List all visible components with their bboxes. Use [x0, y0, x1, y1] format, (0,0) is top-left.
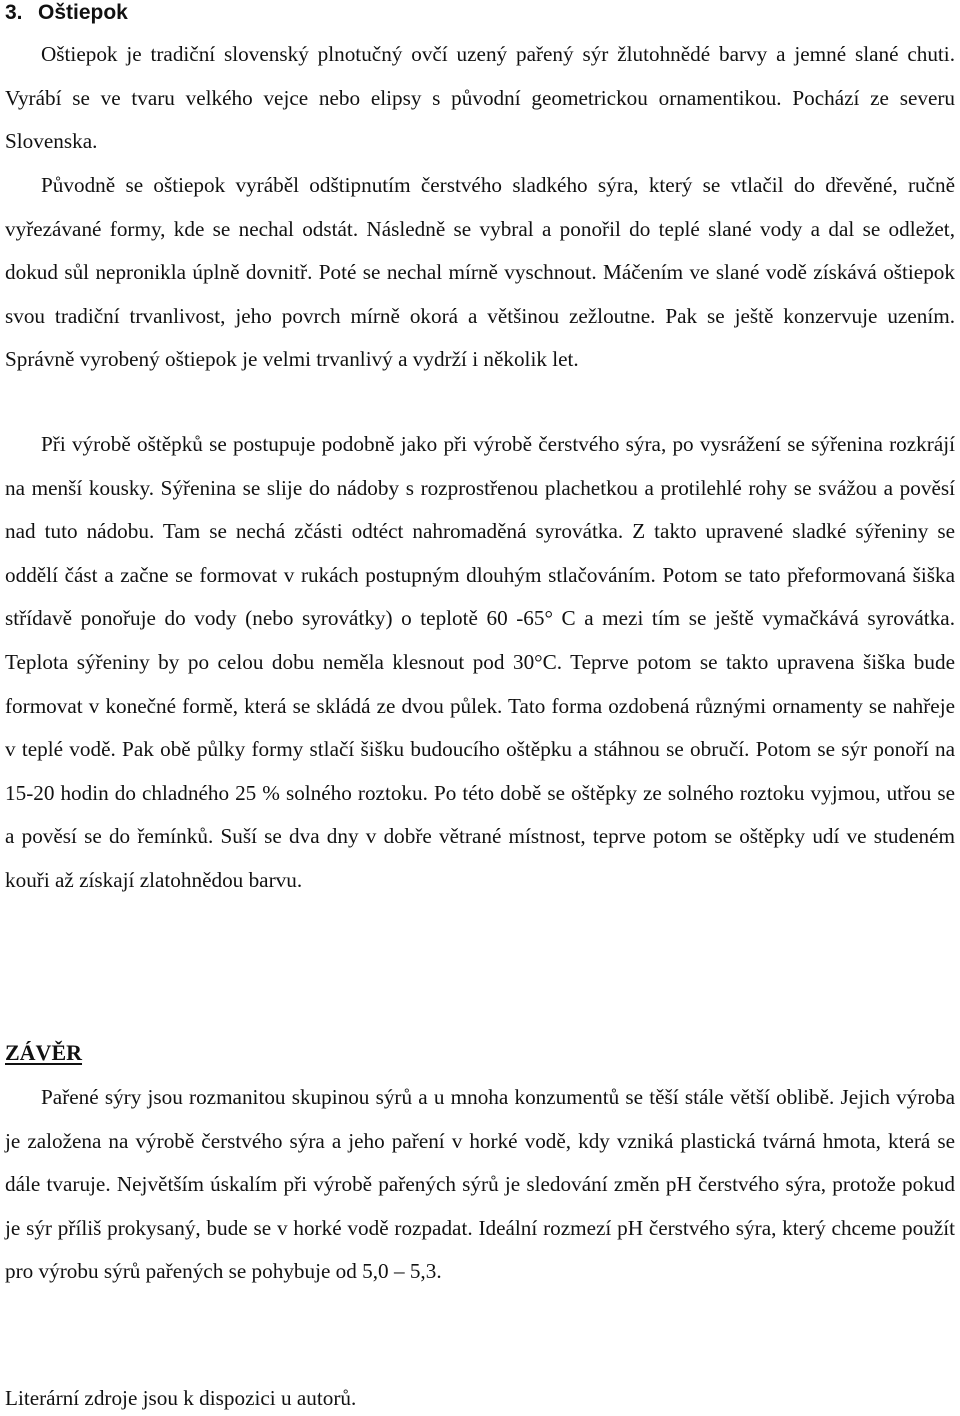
conclusion-heading: ZÁVĚR	[5, 1040, 83, 1065]
section-number: 3.	[5, 1, 23, 24]
sources-note: Literární zdroje jsou k dispozici u autorů.	[5, 1386, 357, 1410]
section-title: Oštiepok	[38, 1, 128, 24]
paragraph-conclusion: Pařené sýry jsou rozmanitou skupinou sýrů a u mnoha konzumentů se těší stále větší oblibě. Jejich výroba je založena na výrobě čerstvého sýra a jeho paření v horké vodě, kdy vzniká plastická tvárná hmota, která se dále tvaruje. Největším úskalím při výrobě pařených sýrů je sledování změn pH čerstvého sýra, protože pokud je sýr příliš prokysaný, bude se v horké vodě rozpadat. Ideální rozmezí pH čerstvého sýra, který chceme použít pro výrobu sýrů pařených se pohybuje od 5,0 – 5,3.	[5, 1085, 955, 1284]
paragraph-intro: Oštiepok je tradiční slovenský plnotučný ovčí uzený pařený sýr žlutohnědé barvy a jemné slané chuti. Vyrábí se ve tvaru velkého vejce nebo elipsy s původní geometrickou ornamentikou. Pochází ze severu Slovenska.	[5, 42, 955, 154]
paragraph-production: Při výrobě oštěpků se postupuje podobně jako při výrobě čerstvého sýra, po vysrážení se sýřenina rozkrájí na menší kousky. Sýřenina se slije do nádoby s rozprostřenou plachetkou a protilehlé rohy se svážou a pověsí nad tuto nádobu. Tam se nechá zčásti odtéct nahromaděná syrovátka. Z takto upravené sladké sýřeniny se oddělí část a začne se formovat v rukách postupným dlouhým stlačováním. Potom se tato přeformovaná šiška střídavě ponořuje do vody (nebo syrovátky) o teplotě 60 -65° C a mezi tím se ještě vymačkává syrovátka. Teplota sýřeniny by po celou dobu neměla klesnout pod 30°C. Teprve potom se takto upravena šiška bude formovat v konečné formě, která se skládá ze dvou půlek. Tato forma ozdobená různými ornamenty se nahřeje v teplé vodě. Pak obě půlky formy stlačí šišku budoucího oštěpku a stáhnou se obručí. Potom se sýr ponoří na 15-20 hodin do chladného 25 % solného roztoku. Po této době se oštěpky ze solného roztoku vyjmou, utřou se a pověsí se do řemínků. Suší se dva dny v dobře větrané místnost, teprve potom se oštěpky udí ve studeném kouři až získají zlatohnědou barvu.	[5, 432, 955, 892]
paragraph-history: Původně se oštiepok vyráběl odštipnutím čerstvého sladkého sýra, který se vtlačil do dřevěné, ručně vyřezávané formy, kde se nechal odstát. Následně se vybral a ponořil do teplé slané vody a dal se odležet, dokud sůl nepronikla úplně dovnitř. Poté se nechal mírně vyschnout. Máčením ve slané vodě získává oštiepok svou tradiční trvanlivost, jeho povrch mírně okorá a většinou zežloutne. Pak se ještě konzervuje uzením. Správně vyrobený oštiepok je velmi trvanlivý a vydrží i několik let.	[5, 173, 955, 372]
section-heading-ostiepok	[5, 0, 128, 26]
